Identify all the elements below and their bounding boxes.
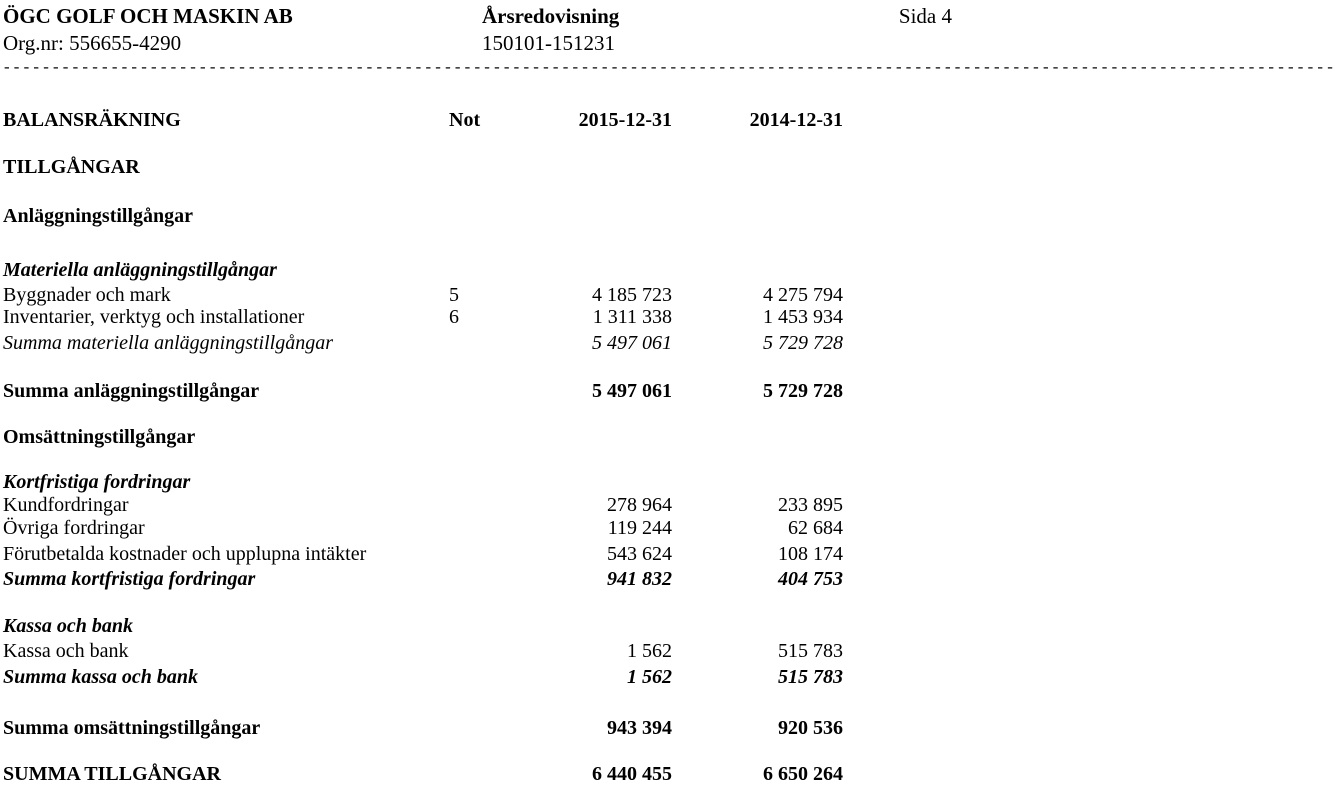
row-label: Summa kortfristiga fordringar <box>3 568 256 590</box>
row-label: Kortfristiga fordringar <box>3 471 191 493</box>
row-value-2015: 278 964 <box>607 494 672 516</box>
column-header-2014: 2014-12-31 <box>749 109 843 131</box>
column-header-not: Not <box>449 109 481 131</box>
row-value-2014: 62 684 <box>788 517 843 539</box>
subtotal-row <box>0 664 960 690</box>
row-label: Summa anläggningstillgångar <box>3 380 260 402</box>
company-name: ÖGC GOLF OCH MASKIN AB <box>3 4 293 28</box>
row-value-2014: 920 536 <box>778 717 843 739</box>
row-label: Summa materiella anläggningstillgångar <box>3 332 333 354</box>
dashed-divider: ---------------------------------------------------------------------------------------------------------------------------------------- <box>2 59 1335 77</box>
row-label: SUMMA TILLGÅNGAR <box>3 763 221 785</box>
row-label: Kundfordringar <box>3 494 129 516</box>
row-value-2015: 6 440 455 <box>592 763 672 785</box>
row-label: Summa omsättningstillgångar <box>3 717 261 739</box>
table-row <box>0 515 960 541</box>
row-value-2015: 943 394 <box>607 717 672 739</box>
row-value-2015: 4 185 723 <box>592 284 672 306</box>
row-label: Byggnader och mark <box>3 284 171 306</box>
row-label: Materiella anläggningstillgångar <box>3 259 277 281</box>
row-value-2014: 6 650 264 <box>763 763 843 785</box>
row-label: Kassa och bank <box>3 615 134 637</box>
row-label: Inventarier, verktyg och installationer <box>3 306 305 328</box>
row-note: 6 <box>449 306 459 328</box>
org-number: Org.nr: 556655-4290 <box>3 31 182 55</box>
row-value-2015: 5 497 061 <box>592 332 672 354</box>
table-row <box>0 638 960 664</box>
row-value-2014: 233 895 <box>778 494 843 516</box>
subsection-heading-cash <box>0 613 960 639</box>
section-heading-current-assets <box>0 424 960 450</box>
row-value-2015: 1 311 338 <box>592 306 672 328</box>
row-value-2015: 1 562 <box>627 640 672 662</box>
row-value-2014: 404 753 <box>778 568 843 590</box>
subtotal-row <box>0 566 960 592</box>
section-heading-assets <box>0 154 960 180</box>
row-value-2014: 5 729 728 <box>763 380 843 402</box>
row-label: Kassa och bank <box>3 640 129 662</box>
row-label: Anläggningstillgångar <box>3 205 194 227</box>
table-row <box>0 541 960 567</box>
row-value-2014: 4 275 794 <box>763 284 843 306</box>
table-row <box>0 304 960 330</box>
row-value-2014: 1 453 934 <box>763 306 843 328</box>
page-number: Sida 4 <box>898 4 952 28</box>
subtotal-row <box>0 330 960 356</box>
row-value-2015: 1 562 <box>627 666 672 688</box>
row-value-2015: 119 244 <box>607 517 672 539</box>
row-label: Förutbetalda kostnader och upplupna intäkter <box>3 543 367 565</box>
row-label: Summa kassa och bank <box>3 666 199 688</box>
row-value-2015: 5 497 061 <box>592 380 672 402</box>
subsection-heading-tangible-assets <box>0 257 960 283</box>
column-header-2015: 2015-12-31 <box>578 109 672 131</box>
row-value-2015: 543 624 <box>607 543 672 565</box>
fiscal-period: 150101-151231 <box>482 31 615 55</box>
row-value-2014: 515 783 <box>778 666 843 688</box>
row-value-2014: 5 729 728 <box>763 332 843 354</box>
row-label: TILLGÅNGAR <box>3 156 140 178</box>
table-header-row <box>0 107 960 133</box>
total-row <box>0 715 960 741</box>
grand-total-row <box>0 761 960 787</box>
row-label: Övriga fordringar <box>3 517 145 539</box>
total-row <box>0 378 960 404</box>
document-title: Årsredovisning <box>482 4 620 28</box>
row-value-2014: 108 174 <box>778 543 843 565</box>
row-note: 5 <box>449 284 459 306</box>
section-heading-fixed-assets <box>0 203 960 229</box>
table-title: BALANSRÄKNING <box>3 109 181 131</box>
row-value-2015: 941 832 <box>607 568 672 590</box>
row-value-2014: 515 783 <box>778 640 843 662</box>
row-label: Omsättningstillgångar <box>3 426 196 448</box>
